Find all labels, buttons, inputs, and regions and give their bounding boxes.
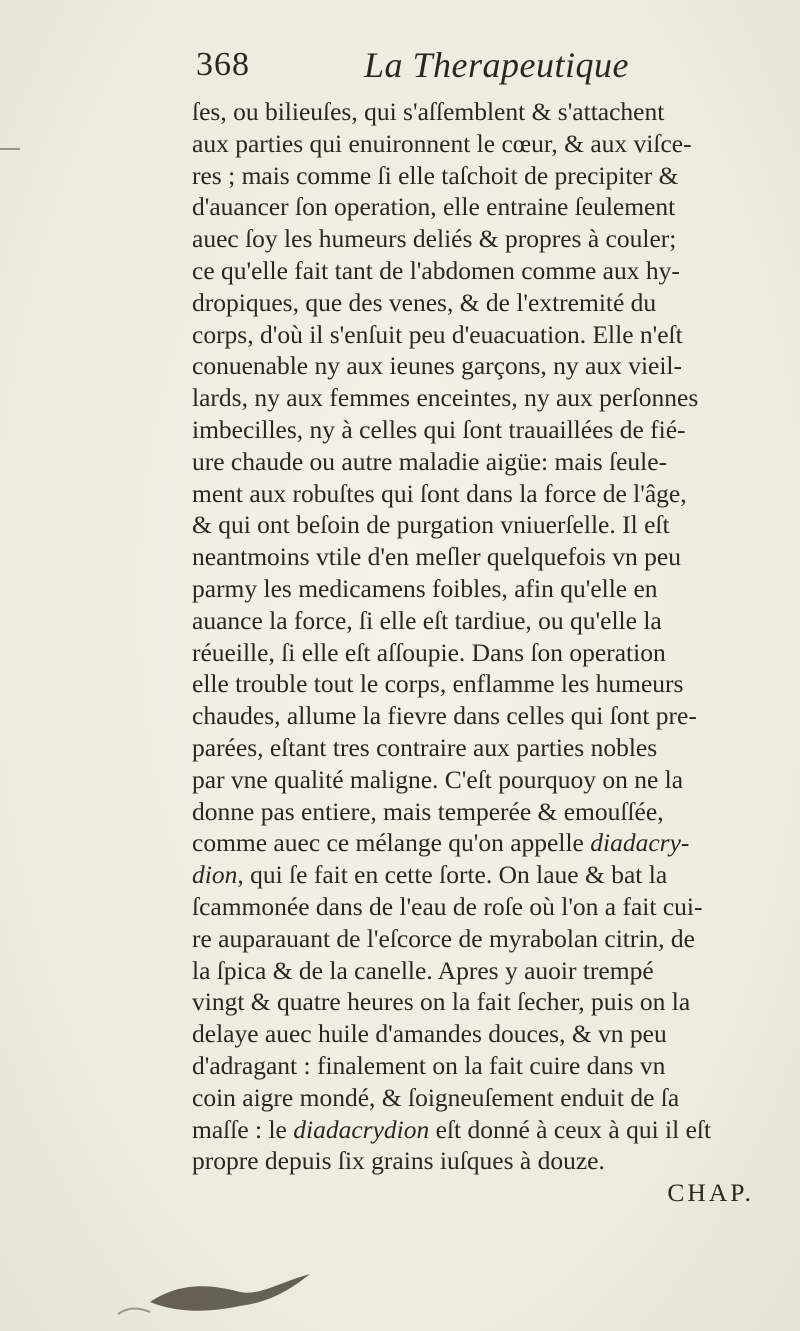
catchword: CHAP. bbox=[667, 1178, 754, 1208]
text-line: chaudes, allume la fievre dans celles qui ſont pre- bbox=[192, 701, 697, 731]
text-line: neantmoins vtile d'en meſler quelquefois vn peu bbox=[192, 542, 681, 572]
italic-term: dion bbox=[192, 860, 238, 890]
text-line: conuenable ny aux ieunes garçons, ny aux vieil- bbox=[192, 351, 683, 381]
text-line: imbecilles, ny à celles qui ſont trauaillées de fié- bbox=[192, 414, 686, 444]
page-header bbox=[196, 44, 716, 94]
italic-term: diadacrydion bbox=[293, 1114, 430, 1144]
last-line: propre depuis ſix grains iuſques à douze. bbox=[192, 1146, 605, 1176]
text-line: par vne qualité maligne. C'eſt pourquoy on ne la bbox=[192, 764, 684, 794]
text-line: la ſpica & de la canelle. Apres y auoir trempé bbox=[192, 955, 654, 985]
text-line-start: maſſe : le bbox=[192, 1114, 287, 1144]
text-line-rest: , qui ſe fait en cette ſorte. On laue & bat la bbox=[237, 860, 668, 890]
text-line: d'auancer ſon operation, elle entraine ſeulement bbox=[192, 192, 676, 222]
text-line: ce qu'elle fait tant de l'abdomen comme aux hy- bbox=[192, 255, 680, 285]
text-line bbox=[192, 1114, 792, 1146]
text-line: ſes, ou bilieuſes, qui s'aſſemblent & s'attachent bbox=[192, 97, 665, 126]
text-line: réueille, ſi elle eſt aſſoupie. Dans ſon operation bbox=[192, 637, 666, 667]
body-text bbox=[192, 96, 792, 1209]
text-line: elle trouble tout le corps, enflamme les humeurs bbox=[192, 669, 684, 699]
text-line: vingt & quatre heures on la fait ſecher, puis on la bbox=[192, 987, 691, 1017]
text-line: parmy les medicamens foibles, afin qu'elle en bbox=[192, 573, 658, 603]
text-line: donne pas entiere, mais temperée & emouſſée, bbox=[192, 796, 664, 826]
text-line: ure chaude ou autre maladie aigüe: mais ſeule- bbox=[192, 446, 668, 476]
text-line: auance la force, ſi elle eſt tardiue, ou qu'elle la bbox=[192, 605, 662, 635]
text-line: coin aigre mondé, & ſoigneuſement enduit de ſa bbox=[192, 1082, 680, 1112]
text-line bbox=[192, 859, 792, 891]
text-line: lards, ny aux femmes enceintes, ny aux perſonnes bbox=[192, 383, 699, 413]
text-line: res ; mais comme ſi elle taſchoit de precipiter & bbox=[192, 160, 679, 190]
ink-blot-ornament bbox=[110, 1262, 370, 1322]
text-line bbox=[192, 827, 792, 859]
italic-term: diadacry- bbox=[590, 828, 690, 858]
text-line bbox=[192, 1145, 792, 1177]
text-line: re auparauant de l'eſcorce de myrabolan citrin, de bbox=[192, 923, 696, 953]
text-line: ment aux robuſtes qui ſont dans la force de l'âge, bbox=[192, 478, 687, 508]
text-line: parées, eſtant tres contraire aux parties nobles bbox=[192, 732, 658, 762]
text-line-start: comme auec ce mélange qu'on appelle bbox=[192, 828, 584, 858]
text-line: d'adragant : finalement on la fait cuire dans vn bbox=[192, 1050, 666, 1080]
text-line: aux parties qui enuironnent le cœur, & aux viſce- bbox=[192, 128, 692, 158]
catchword-row bbox=[192, 1177, 792, 1209]
text-line: & qui ont beſoin de purgation vniuerſelle. Il eſt bbox=[192, 510, 670, 540]
text-line: auec ſoy les humeurs deliés & propres à couler; bbox=[192, 224, 677, 254]
page-number: 368 bbox=[196, 46, 250, 83]
text-line: delaye auec huile d'amandes douces, & vn peu bbox=[192, 1019, 667, 1049]
margin-mark bbox=[0, 148, 20, 150]
text-line: dropiques, que des venes, & de l'extremité du bbox=[192, 287, 657, 317]
text-line-end: eſt donné à ceux à qui il eſt bbox=[435, 1114, 712, 1144]
running-title: La Therapeutique bbox=[364, 45, 629, 85]
text-line: corps, d'où il s'enſuit peu d'euacuation. Elle n'eſt bbox=[192, 319, 683, 349]
text-line: ſcammonée dans de l'eau de roſe où l'on a fait cui- bbox=[192, 891, 703, 921]
